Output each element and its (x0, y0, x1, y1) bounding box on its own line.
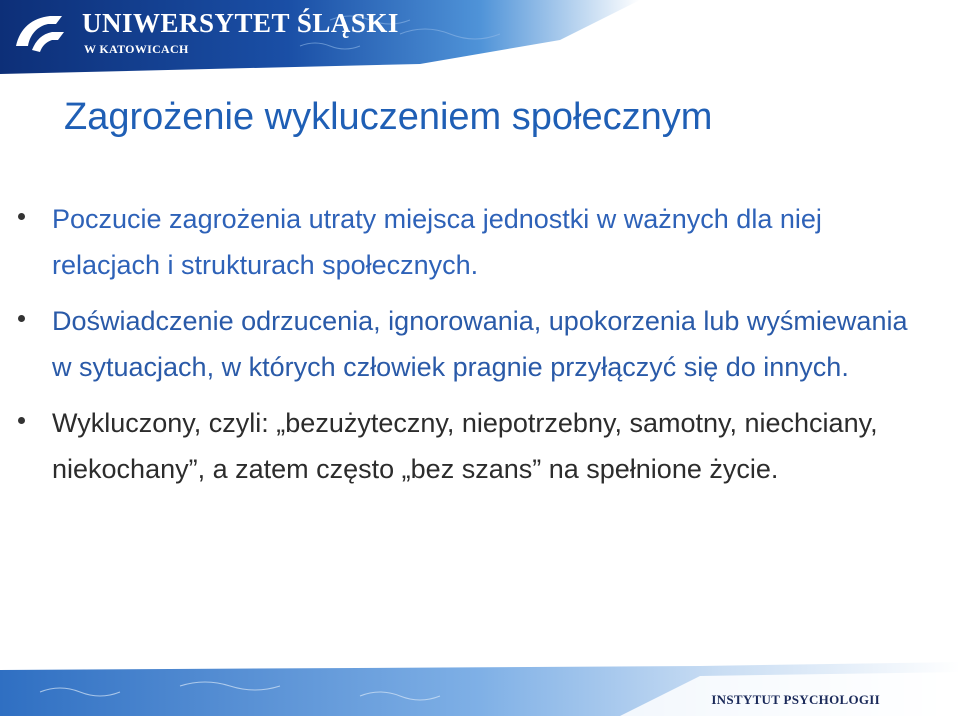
bullet-text: Doświadczenie odrzucenia, ignorowania, upokorzenia lub wyśmiewania w sytuacjach, w których człowiek pragnie przyłączyć się do innych. (52, 306, 908, 382)
bullet-item (14, 298, 934, 390)
university-city: W KATOWICACH (84, 42, 189, 56)
bullet-list (14, 196, 934, 502)
bullet-dot-icon (18, 315, 25, 322)
footer-banner (0, 662, 960, 716)
university-logo-icon (10, 6, 68, 64)
bullet-item (14, 196, 934, 288)
slide-title: Zagrożenie wykluczeniem społecznym (64, 96, 713, 138)
bullet-text: Wykluczony, czyli: „bezużyteczny, niepotrzebny, samotny, niechciany, niekochany”, a zatem często „bez szans” na spełnione życie. (52, 408, 878, 484)
institute-name: INSTYTUT PSYCHOLOGII (711, 692, 880, 707)
bullet-text: Poczucie zagrożenia utraty miejsca jednostki w ważnych dla niej relacjach i strukturach społecznych. (52, 204, 822, 280)
bullet-item (14, 400, 934, 492)
bullet-dot-icon (18, 213, 25, 220)
header-banner (0, 0, 960, 78)
university-name: UNIWERSYTET ŚLĄSKI (82, 8, 399, 38)
bullet-dot-icon (18, 417, 25, 424)
